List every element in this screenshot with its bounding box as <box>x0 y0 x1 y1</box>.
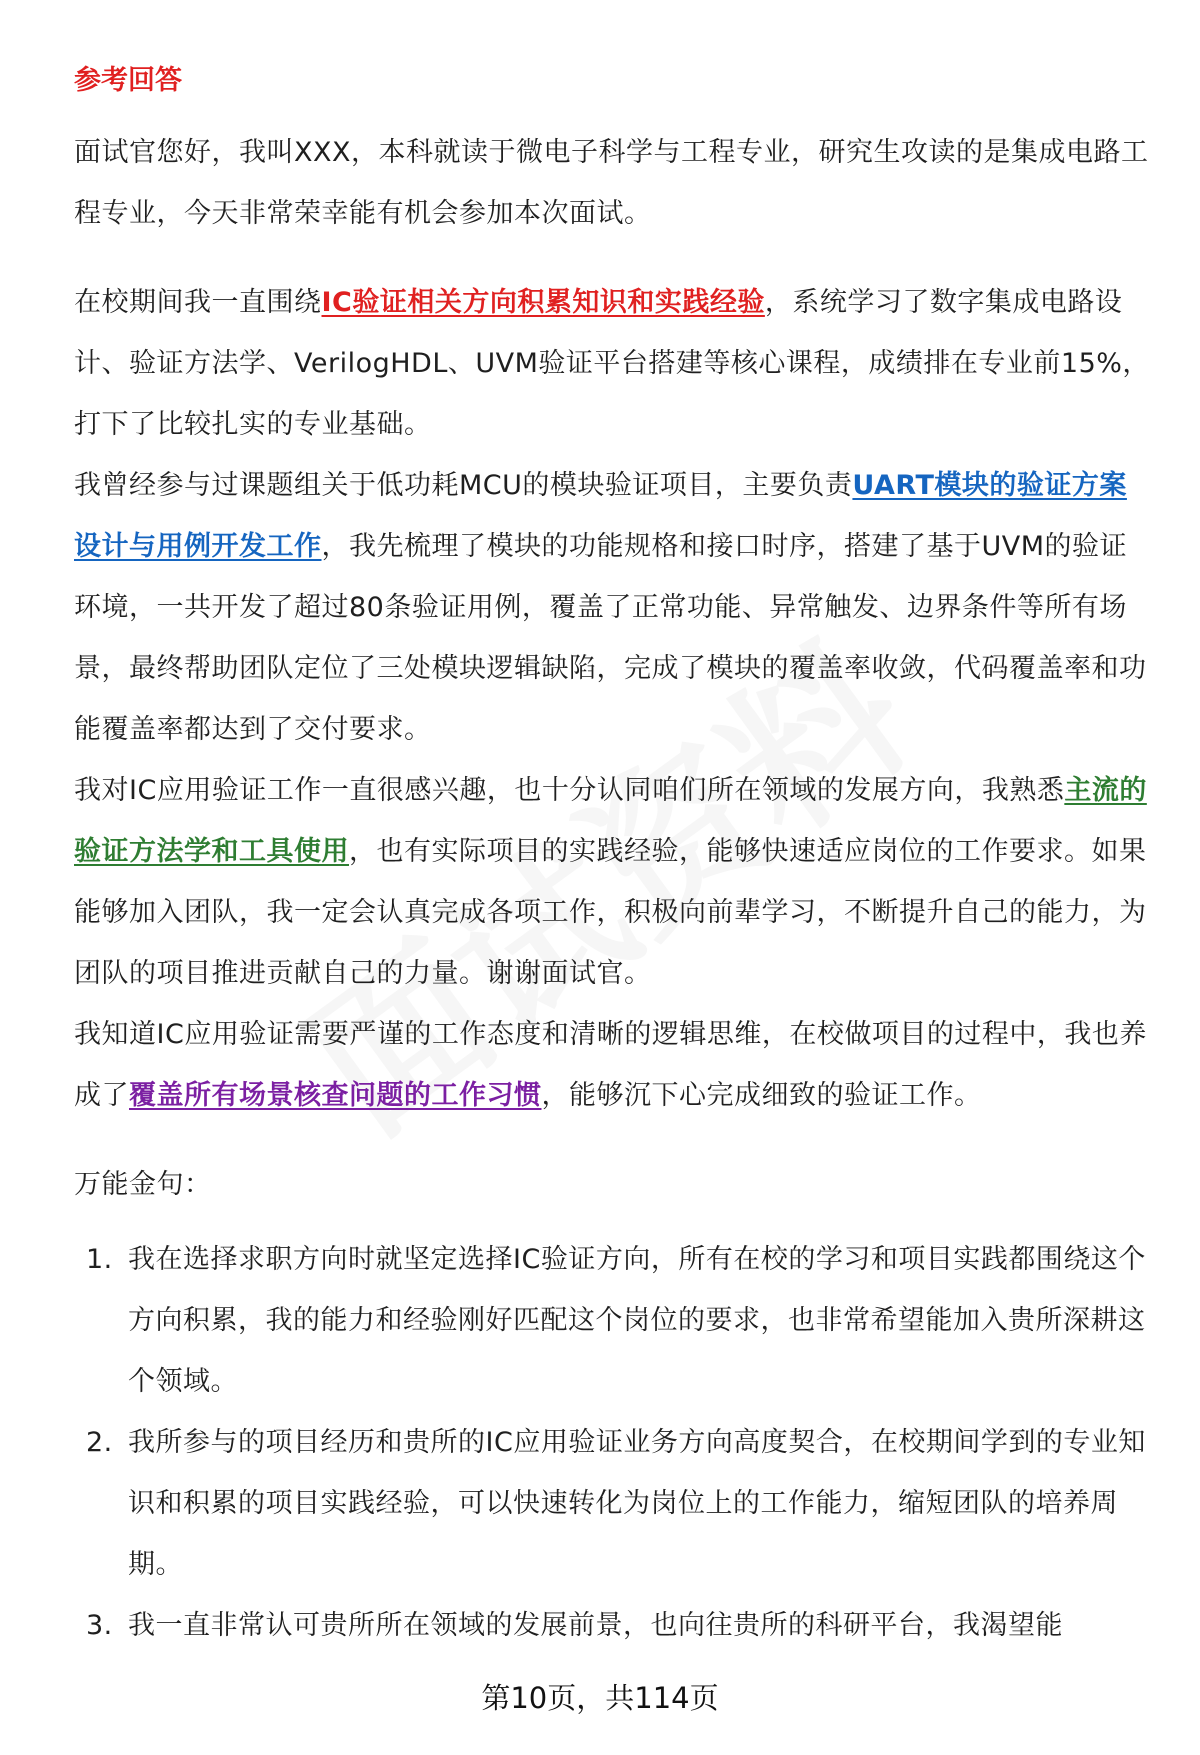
list-item-number: 1. <box>86 1244 113 1275</box>
attitude-text-after: ，能够沉下心完成细致的验证工作。 <box>541 1080 982 1111</box>
project-paragraph <box>74 455 1152 760</box>
list-item-number: 3. <box>86 1610 113 1641</box>
section-heading: 参考回答 <box>74 65 182 96</box>
attitude-highlight: 覆盖所有场景核查问题的工作习惯 <box>129 1080 542 1111</box>
interest-paragraph <box>74 760 1152 1004</box>
attitude-text-before: 我知道IC应用验证需要严谨的工作态度和清晰的逻辑思维，在校做项目的过程中，我也养成了 <box>74 1019 1147 1111</box>
project-highlight: UART模块的验证方案设计与用例开发工作 <box>74 470 1127 562</box>
project-text-after: ，我先梳理了模块的功能规格和接口时序，搭建了基于UVM的验证环境，一共开发了超过80条验证用例，覆盖了正常功能、异常触发、边界条件等所有场景，最终帮助团队定位了三处模块逻辑缺陷，完成了模块的覆盖率收敛，代码覆盖率和功能覆盖率都达到了交付要求。 <box>74 531 1147 745</box>
golden-sentences-list <box>74 1229 1152 1656</box>
project-text-before: 我曾经参与过课题组关于低功耗MCU的模块验证项目，主要负责 <box>74 470 853 501</box>
list-item-text: 我所参与的项目经历和贵所的IC应用验证业务方向高度契合，在校期间学到的专业知识和积累的项目实践经验，可以快速转化为岗位上的工作能力，缩短团队的培养周期。 <box>128 1427 1146 1580</box>
list-item-text: 我在选择求职方向时就坚定选择IC验证方向，所有在校的学习和项目实践都围绕这个方向积累，我的能力和经验刚好匹配这个岗位的要求，也非常希望能加入贵所深耕这个领域。 <box>128 1244 1146 1397</box>
attitude-paragraph <box>74 1004 1152 1126</box>
paragraph-gap <box>74 244 1152 272</box>
paragraph-gap <box>74 1126 1152 1154</box>
list-item-number: 2. <box>86 1427 113 1458</box>
interest-highlight: 主流的验证方法学和工具使用 <box>74 775 1147 867</box>
list-item <box>74 1229 1152 1412</box>
list-item <box>74 1595 1152 1656</box>
page-content <box>74 52 1152 1656</box>
page-number-footer: 第10页，共114页 <box>481 1681 719 1715</box>
list-item <box>74 1412 1152 1595</box>
intro-paragraph: 面试官您好，我叫XXX，本科就读于微电子科学与工程专业，研究生攻读的是集成电路工程专业，今天非常荣幸能有机会参加本次面试。 <box>74 137 1149 229</box>
golden-sentences-label: 万能金句： <box>74 1169 212 1200</box>
study-paragraph <box>74 272 1152 455</box>
study-text-before: 在校期间我一直围绕 <box>74 287 322 318</box>
interest-text-after: ，也有实际项目的实践经验，能够快速适应岗位的工作要求。如果能够加入团队，我一定会认真完成各项工作，积极向前辈学习，不断提升自己的能力，为团队的项目推进贡献自己的力量。谢谢面试官。 <box>74 836 1147 989</box>
interest-text-before: 我对IC应用验证工作一直很感兴趣，也十分认同咱们所在领域的发展方向，我熟悉 <box>74 775 1065 806</box>
list-item-text: 我一直非常认可贵所所在领域的发展前景，也向往贵所的科研平台，我渴望能 <box>128 1610 1063 1641</box>
study-text-after: ，系统学习了数字集成电路设计、验证方法学、VerilogHDL、UVM验证平台搭建等核心课程，成绩排在专业前15%，打下了比较扎实的专业基础。 <box>74 287 1150 440</box>
study-highlight: IC验证相关方向积累知识和实践经验 <box>321 287 765 318</box>
